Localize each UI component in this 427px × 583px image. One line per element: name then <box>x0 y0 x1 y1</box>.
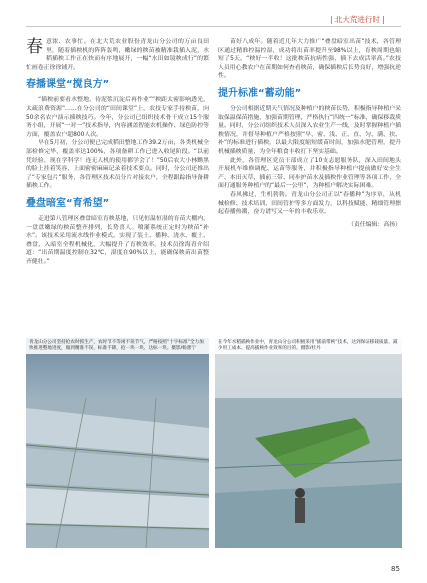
heading-stacked-tray: 叠盘暗室“育希望” <box>26 197 110 209</box>
intro-paragraph <box>26 38 209 72</box>
left-paragraph-1: “插秧前要看水整地，待泥浆沉淀后再作业”“秧距太密影响透光，太疏浪费资源”……在分公司的“田间课堂”上，农技专家手持秧苗，向50余名农户演示插秧技巧。今年，分公司已组织技术骨干成立15个服务小组，开展“一对一”技术指导，内容涵盖智能农机操作、绿色防控等方面，覆盖农户超800人次。 <box>26 97 209 138</box>
top-divider <box>26 26 401 27</box>
editor-credit: （责任编辑：高扬） <box>347 221 401 228</box>
photo-aerial-paddy-fields <box>26 338 209 548</box>
intro-text: 意浓、农事忙。在北大荒农业股份青龙山分公司的万亩良田里，随着插秧机的阵阵轰鸣，嫩绿的秧苗被精准栽插入泥，水稻插秧工作正在快而有序地展开，一幅“水田如镜秧成行”的繁忙画卷正徐徐铺开。 <box>26 39 209 71</box>
heading-raise-standards: 提升标准“蓄动能” <box>218 87 302 99</box>
right-column <box>218 38 401 229</box>
left-paragraph-3: 走进第八管理区叠盘暗室育秧基地，只见恒温恒湿的育苗大棚内，一盘盘嫩绿的秧苗整齐排列，长势喜人。喷灌系统正定时为秧苗“补水”。该技术采用流水线作业模式，实现了装土、播种、浇水、覆土、叠盘、入暗室全程机械化，大幅提升了育秧效率。技术员徐海青介绍道：“出苗期温度控制在32℃，湿度在90%以上，能确保秧苗出苗整齐健壮。” <box>26 215 209 265</box>
right-paragraph-3: 此外，各管理区党员干部成立了10支志愿服务队，深入田间地头开展机车维修调配、运苗等服务，并积极指导种植户提前做好安全生产、本田灭草、插前三带、同步护苗水及插秧作业管理等各项工作，全面打通服务种植户的“最后一公里”，为种植户解决实际困难。 <box>218 157 401 190</box>
photo-seedling-transport <box>215 338 402 548</box>
drop-cap: 春 <box>26 37 43 57</box>
heading-spring-class: 春播课堂“搅良方” <box>26 79 110 91</box>
page-number: 85 <box>391 565 400 573</box>
section-tag: | 北大荒进行时 | <box>330 15 385 24</box>
left-column <box>26 38 209 266</box>
paddy-fields-graphic <box>26 398 209 548</box>
right-paragraph-2: 分公司根据近期天气情况及种植户的秧苗长势，积极指导种植户采取保温保苗措施，加强苗期管理，严格执行“四统一”标准，确保移栽质量。同时，分公司组织技术人员深入农业生产一线，及时掌握种植户插秧情况，并督导种植户严格按照“早、密、浅、正、直、匀、满、扶、补”的标准进行插秧，以最大限度缩短缓苗时间，加强水肥管理，提升机械插秧质量，为全年粮食丰收打下坚实基础。 <box>218 105 401 155</box>
right-paragraph-1: 苗好八成年。随着近几年大力推广“叠盘暗室出苗”技术，各管理区通过精准控温控湿，成功将出苗率提升至98%以上，育秧周期也缩短了5天。“秧好一半收！这批秧苗抗病性强，插下去成活率高。”农技人员用心教农户在苗期如何查看秧苗，确保插秧后长势良好，增强抗逆性。 <box>218 39 401 80</box>
photo-caption-right: 在今年水稻插秧作业中，青龙山分公司积极采用“插前带秧”技术，达到保证移栽质量、减少用工成本、提高插秧作业效率的目的。摄影/杜丹 <box>215 338 402 354</box>
right-paragraph-4: 春风拂过，生机勃勃。青龙山分公司正以“春播种”为序章，从机械检修、技术培训、田间管护等多方面发力，以科技赋能、精细管理擦起春播热潮，奋力谱写又一年的丰收乐章。 <box>218 191 401 216</box>
left-paragraph-2: 早在5月初，分公司便已完成稻田整地工作39.2万亩，各类机械全部检修完毕，覆盖率达100%，各项备耕工作已进入收尾阶段。“以前凭经验，现在学科学！连无人机的使用都学会了！”50后农大小林黝黑的脸上挂着笑容，上面密密麻麻记录着技术要点。同时，分公司还推出了“专家包片”服务，各管理区技术员分片对接农户，全程跟踪指导备耕插秧工作。 <box>26 140 209 190</box>
photo-caption-left: 青龙山分公司坚持抢农时抓生产，农时节不等闲不误节气，严格按照“十字标准”全力加快推进整地进度，做到精准不误，标准不降，抢一块一块、达标一块。摄影/杨蕾宁 <box>26 338 209 354</box>
seedling-field-graphic <box>215 398 402 548</box>
